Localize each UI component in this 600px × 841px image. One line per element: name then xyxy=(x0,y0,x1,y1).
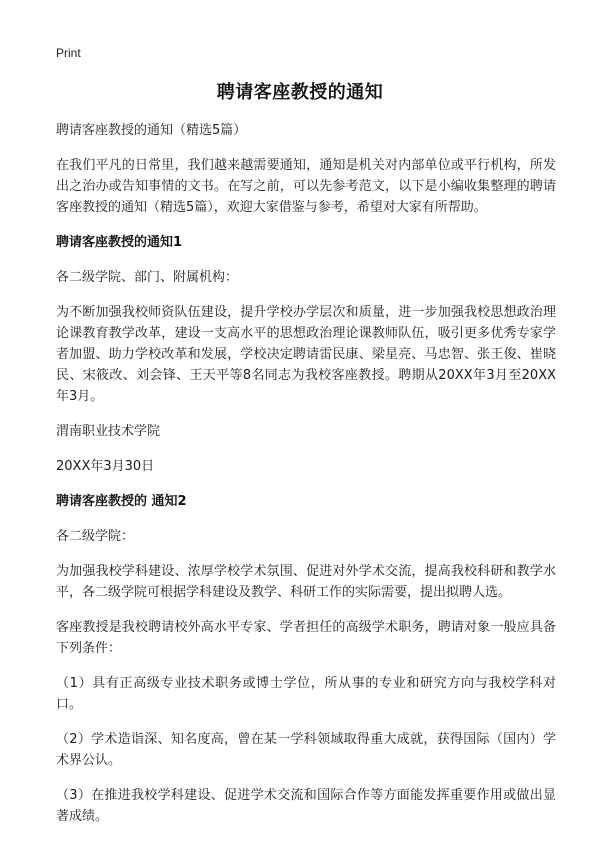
page-title: 聘请客座教授的通知 xyxy=(216,82,384,103)
document-subtitle: 聘请客座教授的通知（精选5篇） xyxy=(56,123,247,138)
notice1-signature: 渭南职业技术学院 xyxy=(56,424,161,439)
criteria-item: （1）具有正高级专业技术职务或博士学位，所从事的专业和研究方向与我校学科对口。 xyxy=(56,676,556,712)
document-body xyxy=(56,120,556,841)
notice2-salutation: 各二级学院： xyxy=(56,529,135,544)
intro-paragraph: 在我们平凡的日常里，我们越来越需要通知，通知是机关对内部单位或平行机构，所发出之治办或告知事情的文书。在写之前，可以先参考范文，以下是小编收集整理的聘请客座教授的通知（精选5篇），欢迎大家借鉴与参考，希望对大家有所帮助。 xyxy=(56,158,556,215)
criteria-item: （2）学术造诣深、知名度高，曾在某一学科领域取得重大成就，获得国际（国内）学术界公认。 xyxy=(56,732,556,768)
notice1-date: 20XX年3月30日 xyxy=(56,459,155,474)
print-label[interactable]: Print xyxy=(56,46,81,60)
criteria-item: （3）在推进我校学科建设、促进学术交流和国际合作等方面能发挥重要作用或做出显著成绩。 xyxy=(56,788,556,824)
notice2-body: 为加强我校学科建设、浓厚学校学术氛围、促进对外学术交流，提高我校科研和教学水平，各二级学院可根据学科建设及教学、科研工作的实际需要，提出拟聘人选。 xyxy=(56,564,556,600)
notice2-heading: 聘请客座教授的 通知2 xyxy=(56,494,187,509)
notice2-criteria-intro: 客座教授是我校聘请校外高水平专家、学者担任的高级学术职务，聘请对象一般应具备下列条件： xyxy=(56,620,556,656)
notice1-salutation: 各二级学院、部门、附属机构： xyxy=(56,270,239,285)
notice1-heading: 聘请客座教授的通知1 xyxy=(56,235,183,250)
notice1-body: 为不断加强我校师资队伍建设，提升学校办学层次和质量，进一步加强我校思想政治理论课教育教学改革，建设一支高水平的思想政治理论课教师队伍，吸引更多优秀专家学者加盟、助力学校改革和发展，学校决定聘请雷民康、梁星亮、马忠智、张王俊、崔晓民、宋筱改、刘会锋、王天平等8名同志为我校客座教授。聘期从20XX年3月至20XX年3月。 xyxy=(56,305,556,404)
